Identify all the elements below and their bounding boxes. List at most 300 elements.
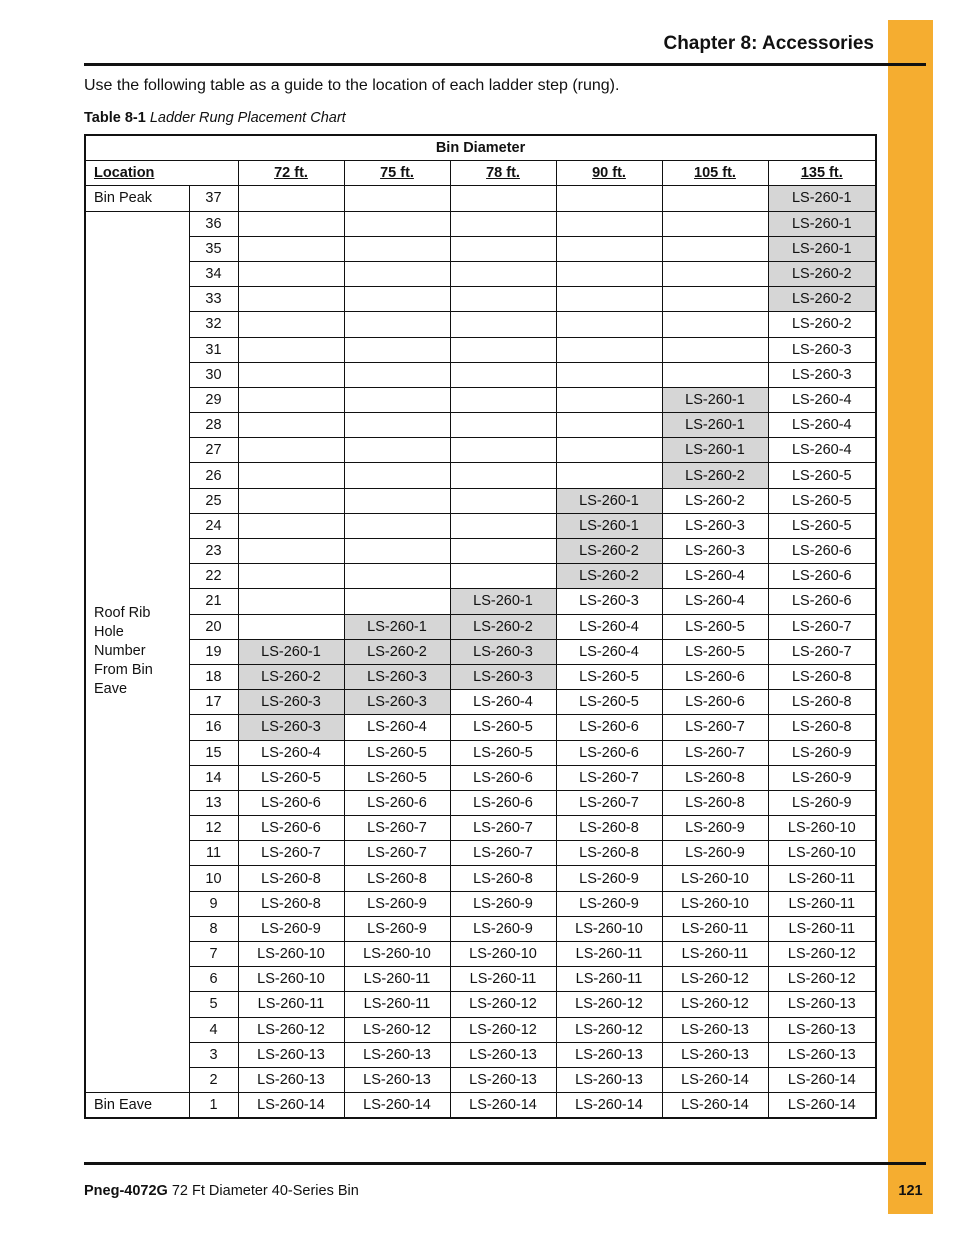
rung-number: 29	[189, 387, 238, 412]
table-row	[85, 261, 876, 286]
rung-part-cell: LS-260-3	[768, 362, 876, 387]
rung-part-cell	[662, 337, 768, 362]
rung-part-cell: LS-260-11	[556, 942, 662, 967]
table-row	[85, 790, 876, 815]
rung-part-cell: LS-260-2	[344, 639, 450, 664]
rung-number: 31	[189, 337, 238, 362]
table-row	[85, 564, 876, 589]
rung-part-cell: LS-260-13	[662, 1017, 768, 1042]
rung-part-cell: LS-260-11	[768, 916, 876, 941]
rung-part-cell: LS-260-12	[556, 992, 662, 1017]
rung-part-cell: LS-260-12	[768, 967, 876, 992]
table-row	[85, 690, 876, 715]
rung-number: 14	[189, 765, 238, 790]
rung-part-cell: LS-260-13	[344, 1067, 450, 1092]
rung-part-cell	[344, 236, 450, 261]
table-row	[85, 211, 876, 236]
rung-part-cell: LS-260-10	[450, 942, 556, 967]
rung-number: 33	[189, 287, 238, 312]
rung-part-cell: LS-260-13	[768, 1017, 876, 1042]
rung-part-cell: LS-260-6	[238, 790, 344, 815]
rung-part-cell: LS-260-4	[662, 589, 768, 614]
rung-part-cell: LS-260-7	[450, 816, 556, 841]
rung-part-cell: LS-260-12	[238, 1017, 344, 1042]
rung-part-cell: LS-260-10	[344, 942, 450, 967]
table-caption-number: Table 8-1	[84, 110, 146, 126]
rung-part-cell	[450, 312, 556, 337]
rung-part-cell	[238, 614, 344, 639]
rung-part-cell	[556, 438, 662, 463]
rung-part-cell: LS-260-11	[556, 967, 662, 992]
rung-part-cell: LS-260-14	[238, 1093, 344, 1119]
rung-part-cell: LS-260-10	[556, 916, 662, 941]
rung-part-cell: LS-260-7	[238, 841, 344, 866]
rung-part-cell: LS-260-13	[450, 1042, 556, 1067]
roof-rib-label-line: Eave	[94, 681, 128, 698]
rung-part-cell	[450, 463, 556, 488]
rung-number: 17	[189, 690, 238, 715]
rung-part-cell: LS-260-12	[662, 967, 768, 992]
rung-part-cell: LS-260-9	[238, 916, 344, 941]
rung-part-cell: LS-260-6	[450, 765, 556, 790]
rung-part-cell: LS-260-2	[768, 287, 876, 312]
rung-part-cell: LS-260-9	[662, 816, 768, 841]
rung-part-cell: LS-260-8	[556, 816, 662, 841]
rung-number: 28	[189, 413, 238, 438]
rung-part-cell	[662, 236, 768, 261]
rung-part-cell: LS-260-14	[768, 1067, 876, 1092]
rung-part-cell	[450, 438, 556, 463]
rung-part-cell: LS-260-11	[238, 992, 344, 1017]
rung-part-cell: LS-260-14	[662, 1093, 768, 1119]
rung-part-cell: LS-260-8	[450, 866, 556, 891]
rung-part-cell: LS-260-1	[238, 639, 344, 664]
rung-part-cell	[556, 312, 662, 337]
rung-number: 34	[189, 261, 238, 286]
table-row	[85, 236, 876, 261]
page-number: 121	[898, 1183, 923, 1199]
rung-part-cell	[556, 362, 662, 387]
table-row	[85, 438, 876, 463]
rung-part-cell: LS-260-8	[344, 866, 450, 891]
ladder-rung-placement-table	[84, 134, 877, 1119]
rung-part-cell: LS-260-13	[556, 1042, 662, 1067]
rung-part-cell: LS-260-3	[238, 715, 344, 740]
table-row	[85, 513, 876, 538]
rung-part-cell: LS-260-1	[768, 186, 876, 211]
rung-part-cell: LS-260-3	[450, 664, 556, 689]
rung-part-cell	[344, 261, 450, 286]
table-caption	[84, 110, 346, 126]
rung-part-cell: LS-260-13	[768, 1042, 876, 1067]
intro-text: Use the following table as a guide to the location of each ladder step (rung).	[84, 77, 620, 94]
rung-part-cell: LS-260-12	[662, 992, 768, 1017]
rung-part-cell	[344, 539, 450, 564]
rung-part-cell	[344, 287, 450, 312]
table-row	[85, 186, 876, 211]
rung-part-cell: LS-260-7	[344, 841, 450, 866]
table-caption-title: Ladder Rung Placement Chart	[149, 110, 346, 126]
rung-number: 5	[189, 992, 238, 1017]
rung-part-cell	[450, 387, 556, 412]
rung-part-cell: LS-260-8	[768, 690, 876, 715]
rung-part-cell	[344, 413, 450, 438]
rung-part-cell: LS-260-9	[556, 891, 662, 916]
rung-part-cell: LS-260-5	[662, 639, 768, 664]
rung-part-cell: LS-260-13	[344, 1042, 450, 1067]
rung-number: 3	[189, 1042, 238, 1067]
rung-number: 8	[189, 916, 238, 941]
rung-number: 10	[189, 866, 238, 891]
rung-part-cell: LS-260-7	[450, 841, 556, 866]
rung-part-cell: LS-260-1	[768, 236, 876, 261]
rung-number: 30	[189, 362, 238, 387]
rung-part-cell	[238, 438, 344, 463]
rung-number: 2	[189, 1067, 238, 1092]
rung-part-cell	[556, 387, 662, 412]
table-row	[85, 463, 876, 488]
rung-part-cell	[662, 261, 768, 286]
footer-divider	[84, 1162, 926, 1165]
rung-part-cell: LS-260-13	[238, 1067, 344, 1092]
table-row	[85, 1093, 876, 1119]
rung-part-cell: LS-260-4	[450, 690, 556, 715]
rung-part-cell	[238, 488, 344, 513]
rung-part-cell	[238, 312, 344, 337]
rung-part-cell	[556, 337, 662, 362]
rung-part-cell: LS-260-6	[768, 539, 876, 564]
rung-number: 19	[189, 639, 238, 664]
rung-number: 16	[189, 715, 238, 740]
rung-part-cell	[238, 186, 344, 211]
location-header: Location	[85, 161, 238, 186]
rung-part-cell: LS-260-2	[662, 488, 768, 513]
rung-part-cell	[344, 186, 450, 211]
rung-part-cell: LS-260-3	[556, 589, 662, 614]
rung-part-cell: LS-260-2	[768, 261, 876, 286]
rung-part-cell	[238, 463, 344, 488]
rung-part-cell: LS-260-3	[344, 664, 450, 689]
diameter-header: 75 ft.	[344, 161, 450, 186]
table-row	[85, 413, 876, 438]
diameter-header: 90 ft.	[556, 161, 662, 186]
rung-part-cell: LS-260-9	[556, 866, 662, 891]
rung-part-cell	[344, 438, 450, 463]
rung-part-cell: LS-260-5	[768, 463, 876, 488]
rung-part-cell	[556, 413, 662, 438]
rung-number: 1	[189, 1093, 238, 1119]
rung-part-cell: LS-260-9	[344, 916, 450, 941]
rung-part-cell	[344, 589, 450, 614]
rung-number: 9	[189, 891, 238, 916]
rung-part-cell	[450, 236, 556, 261]
rung-part-cell: LS-260-4	[768, 387, 876, 412]
chapter-title: Chapter 8: Accessories	[663, 33, 874, 54]
rung-part-cell: LS-260-5	[662, 614, 768, 639]
table-row	[85, 387, 876, 412]
rung-part-cell	[238, 413, 344, 438]
rung-part-cell: LS-260-8	[556, 841, 662, 866]
rung-part-cell: LS-260-8	[768, 664, 876, 689]
table-row	[85, 942, 876, 967]
rung-part-cell: LS-260-4	[556, 639, 662, 664]
table-row	[85, 639, 876, 664]
location-roof-rib	[85, 211, 189, 1093]
rung-part-cell: LS-260-13	[238, 1042, 344, 1067]
rung-part-cell	[238, 236, 344, 261]
rung-part-cell: LS-260-7	[662, 740, 768, 765]
rung-part-cell: LS-260-11	[450, 967, 556, 992]
table-row	[85, 312, 876, 337]
table-row	[85, 740, 876, 765]
rung-part-cell	[344, 337, 450, 362]
rung-part-cell	[556, 186, 662, 211]
rung-part-cell	[662, 312, 768, 337]
rung-part-cell: LS-260-14	[344, 1093, 450, 1119]
rung-part-cell: LS-260-2	[662, 463, 768, 488]
rung-number: 6	[189, 967, 238, 992]
rung-part-cell: LS-260-12	[450, 992, 556, 1017]
rung-part-cell: LS-260-9	[450, 891, 556, 916]
rung-part-cell: LS-260-8	[662, 765, 768, 790]
rung-number: 20	[189, 614, 238, 639]
table-row	[85, 765, 876, 790]
rung-number: 25	[189, 488, 238, 513]
rung-part-cell: LS-260-5	[556, 690, 662, 715]
table-row	[85, 539, 876, 564]
rung-number: 22	[189, 564, 238, 589]
rung-part-cell: LS-260-7	[662, 715, 768, 740]
rung-part-cell: LS-260-2	[556, 564, 662, 589]
rung-part-cell: LS-260-11	[768, 891, 876, 916]
rung-part-cell: LS-260-8	[238, 866, 344, 891]
roof-rib-label-line: Hole	[94, 624, 124, 641]
rung-part-cell: LS-260-13	[556, 1067, 662, 1092]
rung-part-cell: LS-260-9	[768, 790, 876, 815]
rung-number: 36	[189, 211, 238, 236]
diameter-header: 105 ft.	[662, 161, 768, 186]
rung-part-cell	[662, 186, 768, 211]
rung-part-cell: LS-260-6	[450, 790, 556, 815]
rung-part-cell: LS-260-5	[238, 765, 344, 790]
rung-part-cell: LS-260-12	[450, 1017, 556, 1042]
rung-part-cell: LS-260-4	[768, 413, 876, 438]
rung-part-cell: LS-260-8	[662, 790, 768, 815]
rung-part-cell: LS-260-7	[344, 816, 450, 841]
rung-part-cell: LS-260-5	[768, 513, 876, 538]
rung-part-cell: LS-260-5	[556, 664, 662, 689]
rung-part-cell: LS-260-8	[238, 891, 344, 916]
rung-part-cell: LS-260-14	[556, 1093, 662, 1119]
rung-part-cell	[344, 312, 450, 337]
rung-part-cell	[556, 463, 662, 488]
rung-number: 24	[189, 513, 238, 538]
rung-part-cell	[344, 362, 450, 387]
table-row	[85, 866, 876, 891]
rung-part-cell: LS-260-8	[768, 715, 876, 740]
diameter-header: 72 ft.	[238, 161, 344, 186]
rung-part-cell: LS-260-7	[768, 639, 876, 664]
rung-part-cell: LS-260-11	[344, 992, 450, 1017]
table-row	[85, 891, 876, 916]
rung-part-cell	[556, 211, 662, 236]
rung-part-cell: LS-260-9	[768, 765, 876, 790]
rung-part-cell: LS-260-3	[450, 639, 556, 664]
rung-part-cell: LS-260-10	[238, 967, 344, 992]
rung-part-cell	[450, 539, 556, 564]
rung-part-cell: LS-260-3	[662, 513, 768, 538]
table-row	[85, 715, 876, 740]
rung-part-cell	[450, 513, 556, 538]
rung-part-cell: LS-260-10	[768, 816, 876, 841]
rung-part-cell: LS-260-2	[450, 614, 556, 639]
table-row	[85, 589, 876, 614]
rung-part-cell: LS-260-3	[344, 690, 450, 715]
rung-number: 13	[189, 790, 238, 815]
rung-part-cell: LS-260-10	[662, 866, 768, 891]
rung-part-cell	[450, 413, 556, 438]
rung-part-cell: LS-260-13	[450, 1067, 556, 1092]
rung-number: 7	[189, 942, 238, 967]
rung-part-cell: LS-260-11	[662, 942, 768, 967]
rung-part-cell: LS-260-1	[556, 488, 662, 513]
rung-part-cell	[344, 564, 450, 589]
table-row	[85, 1017, 876, 1042]
rung-part-cell: LS-260-6	[556, 740, 662, 765]
rung-part-cell	[450, 186, 556, 211]
rung-part-cell: LS-260-11	[768, 866, 876, 891]
rung-part-cell: LS-260-12	[344, 1017, 450, 1042]
table-row	[85, 614, 876, 639]
bin-diameter-header: Bin Diameter	[85, 135, 876, 161]
rung-part-cell: LS-260-2	[556, 539, 662, 564]
table-row	[85, 488, 876, 513]
roof-rib-label-line: From Bin	[94, 662, 153, 679]
chapter-side-tab	[888, 20, 933, 1214]
rung-part-cell: LS-260-9	[450, 916, 556, 941]
table-row	[85, 967, 876, 992]
rung-part-cell: LS-260-13	[662, 1042, 768, 1067]
rung-part-cell	[238, 337, 344, 362]
header-divider	[84, 63, 926, 66]
rung-number: 32	[189, 312, 238, 337]
rung-part-cell	[556, 287, 662, 312]
rung-number: 18	[189, 664, 238, 689]
rung-number: 35	[189, 236, 238, 261]
rung-number: 4	[189, 1017, 238, 1042]
roof-rib-label-line: Roof Rib	[94, 605, 151, 622]
rung-part-cell	[450, 261, 556, 286]
rung-part-cell: LS-260-6	[768, 564, 876, 589]
rung-number: 27	[189, 438, 238, 463]
rung-number: 37	[189, 186, 238, 211]
rung-part-cell: LS-260-3	[238, 690, 344, 715]
rung-part-cell	[344, 211, 450, 236]
rung-part-cell: LS-260-5	[344, 740, 450, 765]
table-row	[85, 1042, 876, 1067]
rung-part-cell: LS-260-3	[768, 337, 876, 362]
rung-part-cell: LS-260-4	[238, 740, 344, 765]
rung-part-cell: LS-260-14	[450, 1093, 556, 1119]
rung-part-cell: LS-260-1	[662, 413, 768, 438]
rung-part-cell: LS-260-1	[556, 513, 662, 538]
location-bin-eave: Bin Eave	[85, 1093, 189, 1119]
rung-part-cell: LS-260-13	[768, 992, 876, 1017]
rung-part-cell	[556, 261, 662, 286]
rung-part-cell	[238, 387, 344, 412]
rung-part-cell: LS-260-1	[662, 387, 768, 412]
table-row	[85, 992, 876, 1017]
rung-part-cell	[344, 463, 450, 488]
rung-part-cell: LS-260-5	[768, 488, 876, 513]
rung-part-cell: LS-260-6	[768, 589, 876, 614]
rung-part-cell: LS-260-3	[662, 539, 768, 564]
rung-part-cell	[450, 287, 556, 312]
rung-part-cell: LS-260-14	[768, 1093, 876, 1119]
rung-part-cell	[344, 513, 450, 538]
table-row	[85, 362, 876, 387]
rung-part-cell: LS-260-2	[768, 312, 876, 337]
table-row	[85, 1067, 876, 1092]
rung-part-cell: LS-260-5	[344, 765, 450, 790]
roof-rib-label-line: Number	[94, 643, 146, 660]
rung-part-cell	[556, 236, 662, 261]
rung-part-cell: LS-260-9	[662, 841, 768, 866]
rung-part-cell: LS-260-7	[556, 790, 662, 815]
rung-part-cell	[238, 564, 344, 589]
rung-part-cell: LS-260-6	[662, 664, 768, 689]
rung-part-cell: LS-260-10	[768, 841, 876, 866]
location-bin-peak: Bin Peak	[85, 186, 189, 211]
rung-part-cell	[238, 362, 344, 387]
rung-part-cell	[238, 261, 344, 286]
rung-part-cell: LS-260-11	[344, 967, 450, 992]
rung-part-cell: LS-260-5	[450, 740, 556, 765]
rung-part-cell: LS-260-4	[662, 564, 768, 589]
rung-part-cell: LS-260-1	[344, 614, 450, 639]
rung-part-cell: LS-260-6	[344, 790, 450, 815]
table-row	[85, 916, 876, 941]
rung-part-cell: LS-260-6	[238, 816, 344, 841]
table-row	[85, 664, 876, 689]
rung-part-cell	[450, 362, 556, 387]
rung-part-cell: LS-260-6	[556, 715, 662, 740]
rung-part-cell: LS-260-6	[662, 690, 768, 715]
rung-number: 23	[189, 539, 238, 564]
rung-part-cell	[450, 211, 556, 236]
rung-part-cell	[344, 488, 450, 513]
rung-part-cell	[450, 488, 556, 513]
rung-number: 26	[189, 463, 238, 488]
rung-number: 21	[189, 589, 238, 614]
table-row	[85, 841, 876, 866]
rung-number: 11	[189, 841, 238, 866]
rung-part-cell	[238, 539, 344, 564]
rung-part-cell: LS-260-4	[556, 614, 662, 639]
rung-part-cell: LS-260-7	[768, 614, 876, 639]
footer-doc-title: 72 Ft Diameter 40-Series Bin	[171, 1183, 359, 1199]
rung-part-cell	[238, 211, 344, 236]
rung-part-cell	[238, 513, 344, 538]
rung-part-cell	[238, 287, 344, 312]
footer-document-info	[84, 1183, 359, 1199]
rung-part-cell	[450, 337, 556, 362]
rung-part-cell	[662, 287, 768, 312]
rung-number: 12	[189, 816, 238, 841]
rung-part-cell: LS-260-2	[238, 664, 344, 689]
rung-part-cell: LS-260-1	[450, 589, 556, 614]
rung-part-cell: LS-260-9	[768, 740, 876, 765]
